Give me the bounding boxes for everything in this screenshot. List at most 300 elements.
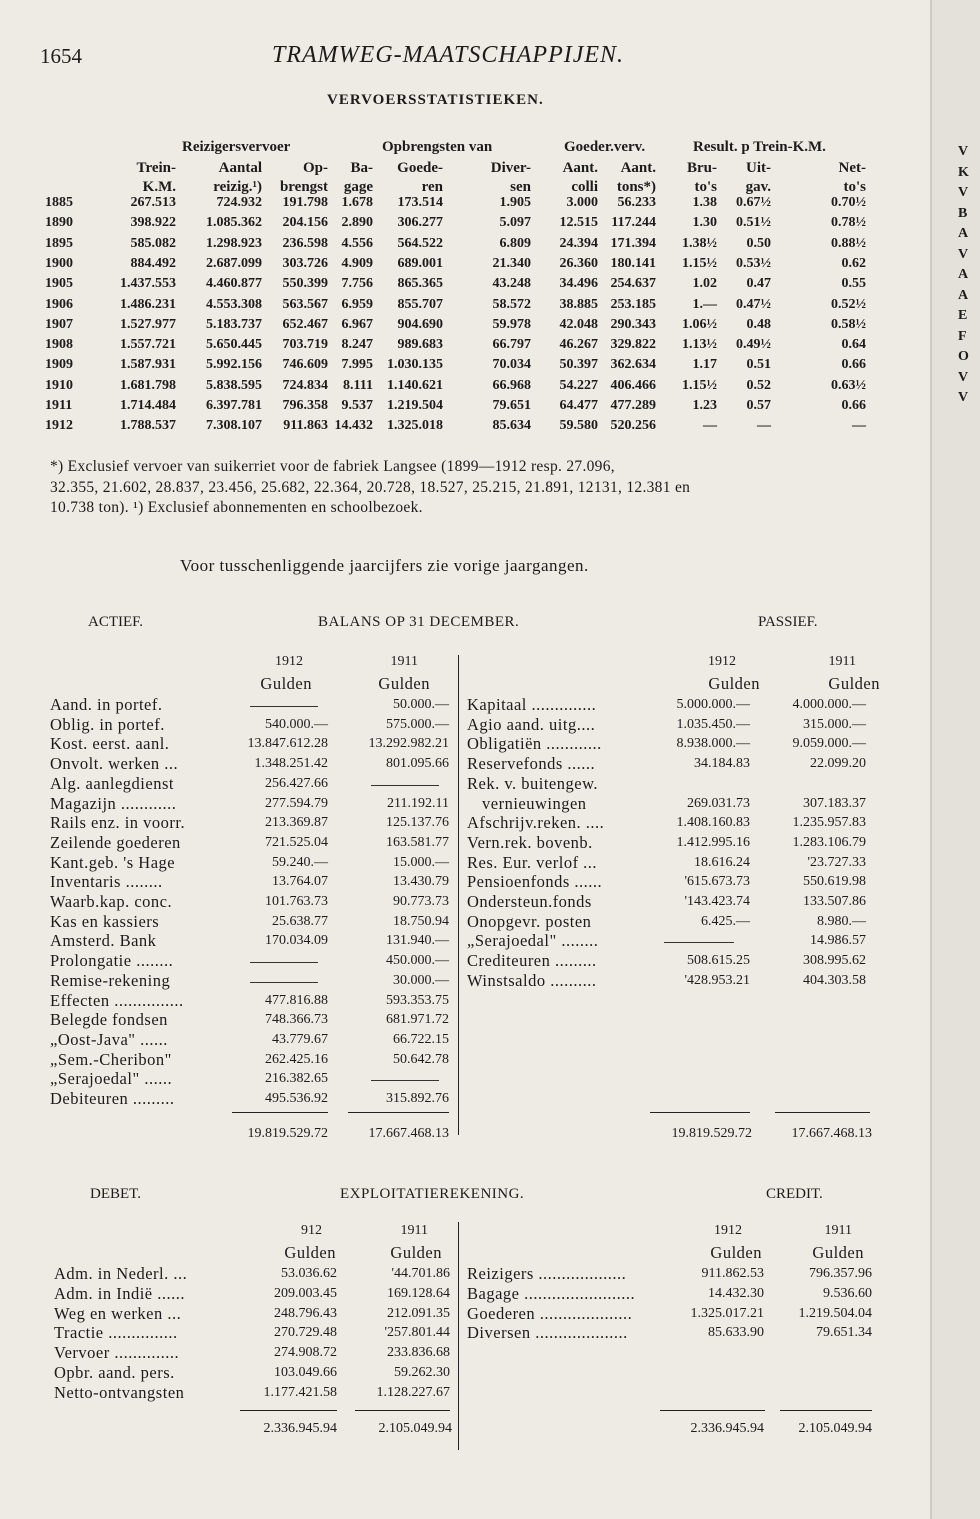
stats-col-header: reizig.¹)	[213, 179, 262, 195]
stats-cell: 884.492	[130, 255, 176, 271]
balance-total: 17.667.468.13	[791, 1126, 872, 1141]
gutter-letter: K	[958, 164, 969, 180]
balance-liability-label: Obligatiën ............	[467, 734, 602, 754]
stats-title: VERVOERSSTATISTIEKEN.	[327, 92, 544, 108]
stats-cell: 0.51½	[736, 215, 771, 231]
stats-group-goeder: Goeder.verv.	[564, 139, 646, 155]
balance-liability-label: Afschrijv.reken. ....	[467, 813, 605, 833]
stats-cell: 38.885	[559, 296, 598, 312]
stats-cell: 70.034	[492, 357, 531, 373]
stats-cell: 171.394	[610, 235, 656, 251]
balance-asset-value: 66.722.15	[393, 1031, 449, 1047]
stats-cell: —	[757, 418, 771, 434]
stats-cell: 1.325.018	[387, 418, 443, 434]
balance-asset-value: 477.816.88	[265, 992, 328, 1008]
balance-liability-value: 269.031.73	[687, 795, 750, 811]
balance-unit-header: Gulden	[378, 674, 430, 693]
exploitatie-credit-value: 14.432.30	[708, 1285, 764, 1301]
stats-col-header: ren	[421, 179, 443, 195]
exploitatie-credit-label: Bagage ........................	[467, 1283, 636, 1303]
exploitatie-debet-label: Vervoer ..............	[54, 1343, 180, 1363]
stats-year: 1885	[45, 195, 73, 210]
stats-cell: 1.527.977	[120, 316, 176, 332]
stats-group-opbrengsten: Opbrengsten van	[382, 139, 493, 155]
balance-liability-label: Agio aand. uitg....	[467, 714, 596, 734]
stats-cell: 1.557.721	[120, 337, 176, 353]
balance-unit-header: Gulden	[828, 674, 880, 693]
stats-cell: 796.358	[282, 398, 328, 413]
stats-cell: 1.681.798	[120, 377, 176, 393]
stats-cell: 1.38½	[682, 235, 717, 251]
exploitatie-debet-value: '257.801.44	[384, 1325, 450, 1341]
stats-cell: 1.714.484	[120, 398, 176, 413]
stats-cell: 303.726	[282, 255, 328, 271]
balance-asset-value: 30.000.—	[393, 972, 449, 988]
balance-liability-label: Winstsaldo ..........	[467, 970, 597, 990]
stats-cell: 0.66	[841, 357, 866, 373]
gutter-letter: A	[958, 287, 969, 303]
stats-cell: 42.048	[559, 316, 598, 332]
footnote-line-3: 10.738 ton). ¹) Exclusief abonnementen en schoolbezoek.	[50, 499, 423, 516]
stats-year: 1911	[45, 398, 73, 413]
stats-cell: 652.467	[282, 316, 328, 332]
adjacent-page-edge	[930, 0, 980, 1519]
balance-liability-label: „Serajoedal" ........	[467, 931, 599, 951]
stats-cell: 0.55	[841, 276, 866, 292]
balance-asset-label: „Oost-Java" ......	[50, 1029, 168, 1049]
balance-asset-value: 59.240.—	[272, 854, 328, 870]
gutter-letter: B	[958, 205, 968, 221]
exploitatie-debet-label: Adm. in Nederl. ...	[54, 1264, 188, 1283]
stats-col-header: to's	[694, 179, 717, 195]
balance-asset-value: 131.940.—	[386, 933, 449, 949]
stats-col-header: Diver-	[490, 160, 531, 176]
stats-cell: 66.968	[492, 377, 531, 393]
stats-cell: 724.932	[216, 195, 262, 210]
exploitatie-debet-value: 59.262.30	[394, 1365, 450, 1380]
stats-cell: 1.085.362	[206, 215, 262, 231]
balance-unit-header: Gulden	[260, 674, 312, 693]
balance-asset-label: Kas en kassiers	[50, 911, 160, 931]
stats-cell: 0.48	[746, 316, 771, 332]
stats-cell: 59.978	[492, 316, 531, 332]
stats-cell: 0.78½	[831, 215, 866, 231]
exploitatie-debet-value: 270.729.48	[274, 1325, 337, 1341]
balance-liability-value: 1.235.957.83	[792, 815, 866, 831]
stats-year: 1908	[45, 337, 73, 353]
balance-liability-value: 308.995.62	[803, 953, 866, 969]
stats-cell: 0.47½	[736, 296, 771, 312]
stats-cell: 5.838.595	[206, 377, 262, 393]
stats-cell: 0.64	[841, 337, 866, 353]
gutter-letter: F	[958, 328, 967, 344]
balance-asset-label: Inventaris ........	[50, 872, 163, 892]
stats-cell: 0.88½	[831, 235, 866, 251]
balance-liability-value: 34.184.83	[694, 756, 750, 772]
stats-cell: 236.598	[282, 235, 328, 251]
balance-asset-value: 213.369.87	[265, 815, 328, 831]
stats-cell: 2.687.099	[206, 255, 262, 271]
balance-liability-value: 550.619.98	[803, 874, 866, 890]
gutter-letter: V	[958, 144, 969, 159]
stats-cell: 4.460.877	[206, 276, 262, 292]
stats-cell: 21.340	[492, 255, 531, 271]
balance-total-rule	[650, 1112, 750, 1113]
balance-liability-label: Onopgevr. posten	[467, 911, 592, 931]
balance-asset-value: 170.034.09	[265, 933, 328, 949]
stats-cell: 362.634	[610, 357, 656, 373]
stats-year: 1907	[45, 316, 73, 332]
exploitatie-debet-value: 233.836.68	[387, 1345, 450, 1361]
exploitatie-unit-header: Gulden	[390, 1243, 442, 1262]
stats-col-header: K.M.	[142, 179, 176, 195]
balance-liability-value: '143.423.74	[684, 894, 750, 909]
stats-cell: 865.365	[397, 276, 443, 292]
stats-cell: 6.959	[341, 296, 373, 312]
balance-empty-dash	[371, 1080, 439, 1081]
balance-liability-value: 508.615.25	[687, 953, 750, 969]
stats-cell: 1.15½	[682, 255, 717, 271]
balance-liability-value: '428.953.21	[684, 972, 750, 988]
stats-year: 1890	[45, 215, 73, 231]
stats-cell: 3.000	[566, 195, 598, 210]
stats-cell: 8.111	[343, 377, 373, 393]
balance-liability-value: '615.673.73	[684, 874, 750, 890]
balance-asset-label: Onvolt. werken ...	[50, 754, 179, 774]
balance-asset-value: 15.000.—	[393, 854, 449, 870]
balance-asset-label: Aand. in portef.	[50, 695, 163, 714]
balance-asset-value: 18.750.94	[393, 913, 449, 929]
balance-liability-value: 8.980.—	[817, 913, 866, 929]
exploitatie-year-header: 1911	[400, 1223, 428, 1238]
balance-asset-value: 216.382.65	[265, 1071, 328, 1087]
stats-cell: 173.514	[397, 195, 443, 210]
balance-total: 19.819.529.72	[247, 1126, 328, 1141]
stats-cell: 1.219.504	[387, 398, 443, 413]
balance-passief-title: PASSIEF.	[758, 614, 818, 630]
exploitatie-credit-value: 1.325.017.21	[690, 1305, 764, 1321]
page-number: 1654	[40, 44, 82, 68]
stats-cell: 1.140.621	[387, 377, 443, 393]
stats-cell: 50.397	[559, 357, 598, 373]
stats-cell: 1.13½	[682, 337, 717, 353]
exploitatie-total-rule	[355, 1410, 450, 1411]
stats-cell: 1.030.135	[387, 357, 443, 373]
stats-cell: 180.141	[610, 255, 656, 271]
balance-asset-value: 540.000.—	[265, 716, 328, 732]
balance-total-rule	[348, 1112, 449, 1113]
balance-asset-value: 256.427.66	[265, 775, 328, 791]
exploitatie-debet-value: 1.128.227.67	[376, 1384, 450, 1400]
stats-cell: 2.890	[341, 215, 373, 231]
stats-cell: 7.756	[341, 276, 373, 292]
stats-cell: 5.992.156	[206, 357, 262, 373]
stats-cell: 290.343	[610, 316, 656, 332]
exploitatie-debet-value: 53.036.62	[281, 1266, 337, 1281]
stats-cell: 0.53½	[736, 255, 771, 271]
exploitatie-debet-label: Tractie ...............	[54, 1323, 178, 1343]
balance-liability-label: Ondersteun.fonds	[467, 892, 592, 911]
balance-liability-value: 4.000.000.—	[792, 697, 866, 712]
stats-year: 1900	[45, 255, 73, 271]
balance-empty-dash	[250, 982, 318, 983]
gutter-letter: V	[958, 390, 969, 405]
stats-cell: 1.905	[499, 195, 531, 210]
stats-cell: 64.477	[559, 398, 598, 413]
balance-year-header: 1911	[390, 654, 418, 669]
balance-total-rule	[775, 1112, 870, 1113]
stats-cell: 24.394	[559, 235, 598, 251]
balance-asset-label: Rails enz. in voorr.	[50, 813, 186, 833]
stats-cell: 0.52	[746, 377, 771, 393]
stats-cell: 0.67½	[736, 195, 771, 210]
balance-liability-value: 1.283.106.79	[792, 834, 866, 850]
exploitatie-debet-value: 248.796.43	[274, 1305, 337, 1321]
stats-col-header: Ba-	[350, 160, 373, 176]
stats-cell: 911.863	[283, 418, 328, 434]
stats-cell: 1.—	[692, 296, 717, 312]
balance-asset-label: Effecten ...............	[50, 990, 184, 1010]
gutter-letter: V	[958, 185, 969, 200]
stats-cell: 191.798	[282, 195, 328, 210]
stats-cell: 563.567	[282, 296, 328, 312]
balance-empty-dash	[371, 785, 439, 786]
intermediate-years-note: Voor tusschenliggende jaarcijfers zie vorige jaargangen.	[180, 556, 589, 575]
balance-asset-value: 681.971.72	[386, 1012, 449, 1028]
stats-cell: 43.248	[492, 276, 531, 292]
balance-liability-label: Vern.rek. bovenb.	[467, 832, 593, 852]
stats-group-reizigers: Reizigersvervoer	[182, 139, 291, 155]
stats-cell: 746.609	[282, 357, 328, 373]
stats-cell: 1.486.231	[120, 296, 176, 312]
exploitatie-total-rule	[660, 1410, 765, 1411]
stats-cell: 477.289	[610, 398, 656, 413]
stats-cell: 14.432	[334, 418, 373, 434]
stats-year: 1912	[45, 418, 73, 434]
stats-year: 1895	[45, 235, 73, 251]
balance-total: 17.667.468.13	[368, 1126, 449, 1141]
exploitatie-divider	[458, 1222, 459, 1450]
stats-cell: 306.277	[397, 215, 443, 231]
stats-group-result: Result. p Trein-K.M.	[693, 139, 826, 155]
balance-asset-value: 262.425.16	[265, 1051, 328, 1067]
stats-cell: 1.06½	[682, 316, 717, 332]
stats-cell: 79.651	[492, 398, 531, 413]
balance-asset-label: Waarb.kap. conc.	[50, 892, 173, 911]
exploitatie-unit-header: Gulden	[284, 1243, 336, 1262]
exploitatie-debet-title: DEBET.	[90, 1186, 141, 1202]
stats-cell: 59.580	[559, 418, 598, 434]
stats-cell: 254.637	[610, 276, 656, 292]
balance-liability-value: 1.408.160.83	[676, 815, 750, 831]
exploitatie-credit-label: Goederen ....................	[467, 1303, 633, 1323]
exploitatie-debet-value: 1.177.421.58	[263, 1384, 337, 1400]
stats-cell: —	[852, 418, 866, 434]
stats-cell: 66.797	[492, 337, 531, 353]
stats-cell: 26.360	[559, 255, 598, 271]
stats-cell: 406.466	[610, 377, 656, 393]
gutter-letter: A	[958, 267, 969, 282]
balance-asset-value: 1.348.251.42	[254, 756, 328, 772]
stats-cell: 0.50	[746, 235, 771, 251]
exploitatie-debet-label: Netto-ontvangsten	[54, 1382, 185, 1402]
gutter-letter: V	[958, 369, 969, 385]
stats-cell: 5.650.445	[206, 337, 262, 353]
stats-col-header: Aantal	[218, 160, 262, 176]
stats-col-header: tons*)	[616, 179, 656, 195]
stats-cell: 585.082	[130, 235, 176, 251]
stats-cell: 0.52½	[831, 296, 866, 312]
balance-title: BALANS OP 31 DECEMBER.	[318, 614, 520, 630]
balance-liability-value: 5.000.000.—	[676, 697, 750, 712]
exploitatie-total: 2.336.945.94	[690, 1421, 764, 1436]
exploitatie-debet-label: Weg en werken ...	[54, 1303, 182, 1323]
exploitatie-credit-value: 9.536.60	[823, 1285, 872, 1301]
footnote-line-2: 32.355, 21.602, 28.837, 23.456, 25.682, 22.364, 20.728, 18.527, 25.215, 21.891, 12131, 12.381 en	[50, 479, 691, 496]
stats-year: 1910	[45, 377, 73, 393]
exploitatie-total-rule	[240, 1410, 337, 1411]
balance-asset-value: 125.137.76	[386, 815, 449, 831]
exploitatie-year-header: 1912	[714, 1223, 742, 1238]
balance-asset-value: 163.581.77	[386, 834, 449, 850]
stats-cell: 0.63½	[831, 377, 866, 393]
balance-liability-value: 9.059.000.—	[792, 736, 866, 752]
exploitatie-debet-label: Adm. in Indië ......	[54, 1283, 185, 1303]
stats-cell: 6.397.781	[206, 398, 262, 413]
exploitatie-debet-value: '44.701.86	[391, 1266, 450, 1281]
balance-actief-title: ACTIEF.	[88, 614, 144, 630]
stats-cell: 398.922	[130, 215, 176, 231]
stats-cell: 4.553.308	[206, 296, 262, 312]
stats-cell: 0.66	[841, 398, 866, 413]
balance-asset-value: 211.192.11	[387, 795, 449, 811]
stats-cell: —	[703, 418, 717, 434]
balance-liability-value: 1.035.450.—	[676, 716, 750, 732]
footnote-line-1: *) Exclusief vervoer van suikerriet voor de fabriek Langsee (1899—1912 resp. 27.096,	[50, 458, 615, 475]
stats-cell: 520.256	[610, 418, 656, 434]
stats-col-header: Net-	[838, 160, 866, 176]
stats-cell: 855.707	[397, 296, 443, 312]
stats-year: 1906	[45, 296, 73, 312]
stats-cell: 85.634	[492, 418, 531, 434]
gutter-letter: E	[958, 308, 968, 323]
stats-cell: 1.38	[692, 195, 717, 210]
balance-asset-value: 315.892.76	[386, 1091, 449, 1106]
stats-cell: 46.267	[559, 337, 598, 353]
balance-asset-label: Magazijn ............	[50, 793, 177, 813]
balance-liability-value: 307.183.37	[803, 795, 866, 811]
exploitatie-year-header: 912	[301, 1223, 322, 1238]
balance-asset-label: Alg. aanlegdienst	[50, 773, 174, 793]
stats-cell: 1.23	[692, 398, 717, 413]
balance-asset-value: 495.536.92	[265, 1091, 328, 1106]
stats-cell: 0.47	[746, 276, 771, 292]
exploitatie-unit-header: Gulden	[812, 1243, 864, 1262]
stats-cell: 12.515	[559, 215, 598, 231]
exploitatie-credit-label: Reizigers ...................	[467, 1264, 627, 1283]
stats-cell: 117.244	[611, 215, 656, 231]
stats-col-header: to's	[843, 179, 866, 195]
stats-cell: 1.678	[341, 195, 373, 210]
balance-asset-value: 43.779.67	[272, 1031, 328, 1047]
balance-unit-header: Gulden	[708, 674, 760, 693]
balance-liability-label: vernieuwingen	[482, 793, 587, 813]
balance-divider	[458, 655, 459, 1135]
balance-empty-dash	[250, 962, 318, 963]
gutter-letter: V	[958, 246, 969, 262]
balance-liability-value: 22.099.20	[810, 756, 866, 772]
stats-cell: 267.513	[130, 195, 176, 210]
stats-cell: 34.496	[559, 276, 598, 292]
balance-asset-value: 13.292.982.21	[368, 736, 449, 752]
balance-total: 19.819.529.72	[671, 1126, 752, 1141]
stats-col-header: Op-	[302, 160, 328, 176]
exploitatie-credit-value: 85.633.90	[708, 1325, 764, 1341]
gutter-letter: O	[958, 349, 969, 364]
exploitatie-credit-value: 1.219.504.04	[798, 1305, 872, 1321]
exploitatie-credit-value: 796.357.96	[809, 1266, 872, 1281]
stats-col-header: Goede-	[397, 160, 443, 176]
stats-cell: 329.822	[610, 337, 656, 353]
balance-asset-label: Debiteuren .........	[50, 1089, 175, 1108]
balance-year-header: 1912	[275, 654, 303, 669]
exploitatie-title: EXPLOITATIEREKENING.	[340, 1186, 525, 1202]
balance-liability-value: 133.507.86	[803, 894, 866, 909]
balance-asset-value: 277.594.79	[265, 795, 328, 811]
balance-liability-label: Res. Eur. verlof ...	[467, 852, 598, 872]
balance-liability-value: 14.986.57	[810, 933, 866, 949]
stats-col-header: Aant.	[620, 160, 656, 176]
stats-cell: 1.30	[692, 215, 717, 231]
exploitatie-debet-label: Opbr. aand. pers.	[54, 1363, 175, 1382]
balance-liability-value: 18.616.24	[694, 854, 750, 870]
stats-cell: 904.690	[397, 316, 443, 332]
balance-asset-value: 90.773.73	[393, 894, 449, 909]
exploitatie-credit-label: Diversen ....................	[467, 1323, 628, 1343]
exploitatie-total-rule	[780, 1410, 872, 1411]
balance-asset-label: Kant.geb. 's Hage	[50, 852, 176, 872]
stats-col-header: gage	[343, 179, 373, 195]
running-head: TRAMWEG-MAATSCHAPPIJEN.	[272, 42, 625, 68]
balance-asset-label: Zeilende goederen	[50, 832, 181, 852]
balance-liability-label: Rek. v. buitengew.	[467, 773, 599, 793]
balance-asset-value: 50.642.78	[393, 1051, 449, 1067]
balance-empty-dash	[250, 706, 318, 707]
balance-liability-label: Reservefonds ......	[467, 754, 596, 774]
exploitatie-debet-value: 209.003.45	[274, 1285, 337, 1301]
stats-cell: 0.62	[841, 255, 866, 271]
stats-col-header: Uit-	[746, 160, 771, 176]
balance-asset-label: Amsterd. Bank	[50, 931, 157, 951]
stats-col-header: Trein-	[136, 160, 176, 176]
stats-year: 1909	[45, 357, 73, 373]
stats-cell: 550.399	[282, 276, 328, 292]
balance-asset-value: 13.764.07	[272, 874, 328, 890]
stats-cell: 1.437.553	[120, 276, 176, 292]
stats-cell: 4.909	[341, 255, 373, 271]
balance-asset-value: 101.763.73	[265, 894, 328, 909]
balance-asset-value: 50.000.—	[393, 697, 449, 712]
gutter-letter: A	[958, 226, 969, 241]
balance-liability-label: Kapitaal ..............	[467, 695, 597, 714]
stats-cell: 6.809	[499, 235, 531, 251]
balance-liability-value: 315.000.—	[803, 716, 866, 732]
balance-liability-value: 6.425.—	[701, 913, 750, 929]
stats-cell: 703.719	[282, 337, 328, 353]
stats-cell: 4.556	[341, 235, 373, 251]
exploitatie-debet-value: 274.908.72	[274, 1345, 337, 1361]
stats-cell: 6.967	[341, 316, 373, 332]
